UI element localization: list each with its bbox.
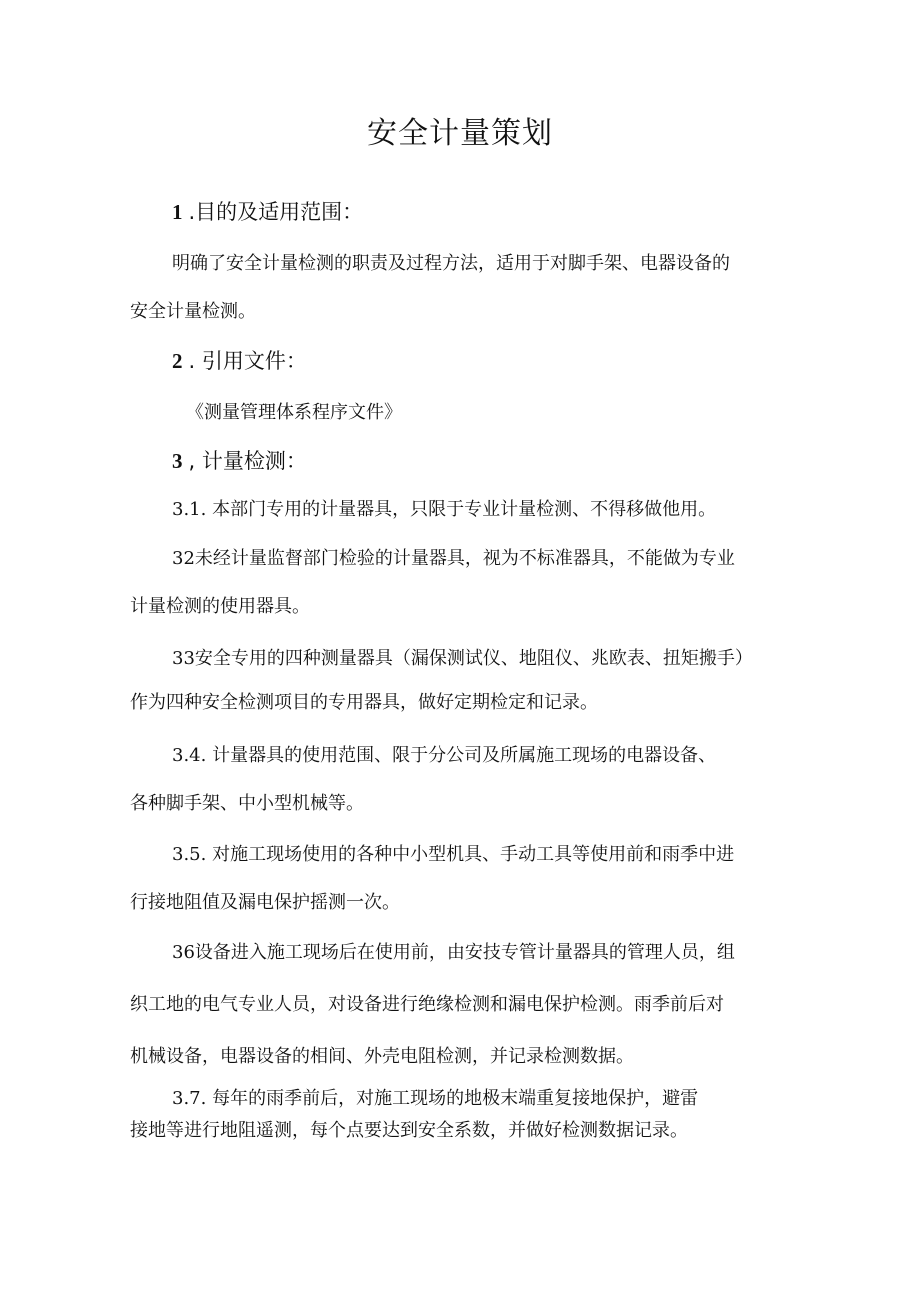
paragraph-line: 行接地阻值及漏电保护摇测一次。	[130, 892, 400, 913]
document-title: 安全计量策划	[367, 116, 553, 151]
item-3-4	[130, 741, 790, 819]
item-3-6	[130, 938, 790, 1072]
section-title: .目的及适用范围：	[188, 200, 364, 224]
paragraph-line: 计量检测的使用器具。	[130, 596, 310, 617]
section-heading-1	[172, 197, 363, 227]
paragraph-line: 明确了安全计量检测的职责及过程方法，适用于对脚手架、电器设备的	[172, 253, 730, 274]
scope-paragraph	[130, 249, 790, 327]
paragraph-line: 3.1. 本部门专用的计量器具，只限于专业计量检测、不得移做他用。	[172, 499, 717, 520]
paragraph-line: 接地等进行地阻遥测，每个点要达到安全系数，并做好检测数据记录。	[130, 1120, 688, 1141]
paragraph-line: 36设备进入施工现场后在使用前，由安技专管计量器具的管理人员，组	[172, 942, 735, 963]
item-3-7	[130, 1084, 790, 1146]
item-3-1	[130, 495, 790, 525]
reference-document: 《测量管理体系程序文件》	[186, 402, 402, 423]
paragraph-line: 33安全专用的四种测量器具（漏保测试仪、地阻仪、兆欧表、扭矩搬手）	[172, 648, 753, 669]
section-heading-3	[172, 446, 307, 476]
paragraph-line: 机械设备，电器设备的相间、外壳电阻检测，并记录检测数据。	[130, 1046, 634, 1067]
paragraph-line: 32未经计量监督部门检验的计量器具，视为不标准器具，不能做为专业	[172, 548, 735, 569]
section-title: . 引用文件：	[188, 349, 307, 373]
section-title: , 计量检测：	[188, 449, 307, 473]
paragraph-line: 3.7. 每年的雨季前后，对施工现场的地极末端重复接地保护，避雷	[172, 1088, 699, 1109]
section-heading-2	[172, 346, 307, 376]
paragraph-line: 3.4. 计量器具的使用范围、限于分公司及所属施工现场的电器设备、	[172, 745, 717, 766]
paragraph-line: 作为四种安全检测项目的专用器具，做好定期检定和记录。	[130, 692, 598, 713]
section-number: 3	[172, 449, 183, 473]
item-3-5	[130, 840, 790, 918]
paragraph-line: 各种脚手架、中小型机械等。	[130, 793, 364, 814]
section-number: 1	[172, 200, 183, 224]
section-number: 2	[172, 349, 183, 373]
paragraph-line: 安全计量检测。	[130, 301, 256, 322]
item-3-3	[130, 644, 790, 718]
paragraph-line: 3.5. 对施工现场使用的各种中小型机具、手动工具等使用前和雨季中进	[172, 844, 735, 865]
item-3-2	[130, 544, 790, 622]
paragraph-line: 织工地的电气专业人员，对设备进行绝缘检测和漏电保护检测。雨季前后对	[130, 994, 724, 1015]
